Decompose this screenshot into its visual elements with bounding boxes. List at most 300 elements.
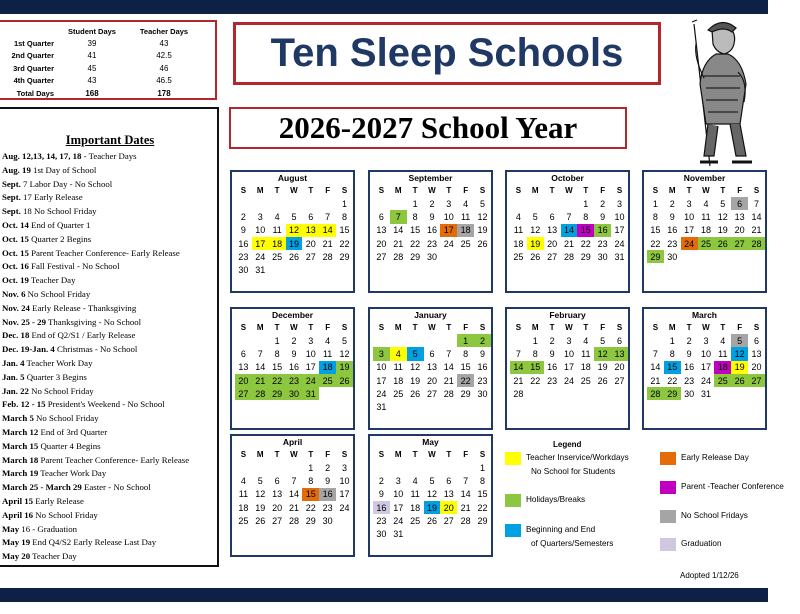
top-banner [0, 0, 768, 14]
calendar-day: 18 [700, 225, 711, 236]
calendar-day: 13 [302, 224, 319, 237]
legend-swatch [505, 524, 521, 537]
important-date-item [2, 205, 189, 219]
calendar-day: 4 [703, 198, 709, 209]
important-date-date: March 19 [2, 468, 39, 479]
school-title: Ten Sleep Schools [270, 31, 624, 75]
calendar-empty-cell [235, 197, 252, 210]
weekday-header: M [668, 186, 676, 195]
calendar-empty-cell [527, 263, 544, 276]
calendar-day: 8 [480, 475, 486, 486]
important-date-description: 16 - Graduation [19, 523, 78, 534]
calendar-day: 7 [325, 211, 331, 222]
month-title: August [277, 173, 308, 183]
legend-label: Early Release Day [681, 453, 749, 462]
calendar-empty-cell [286, 197, 303, 210]
important-date-description: Teacher Day [30, 551, 77, 562]
calendar-day: 2 [291, 335, 297, 346]
calendar-day: 21 [288, 502, 299, 513]
legend-label: Beginning and End [526, 525, 596, 534]
weekday-header: T [446, 186, 452, 195]
calendar-day: 5 [342, 335, 348, 346]
calendar-day: 20 [235, 374, 252, 387]
calendar-day: 27 [426, 388, 437, 399]
calendar-day: 19 [717, 225, 728, 236]
calendar-day: 15 [272, 362, 283, 373]
calendar-day: 4 [515, 211, 521, 222]
calendar-day: 14 [510, 361, 527, 374]
calendar-day: 8 [412, 211, 418, 222]
calendar-day: 25 [513, 251, 524, 262]
calendar-empty-cell [457, 263, 474, 276]
calendar-empty-cell [510, 334, 527, 347]
mountain-man-mascot-icon [664, 16, 764, 168]
weekday-header: T [549, 186, 555, 195]
calendar-empty-cell [748, 250, 765, 263]
important-date-date: Dec. 18 [2, 330, 30, 341]
calendar-day: 23 [426, 238, 437, 249]
important-date-item [2, 426, 189, 440]
calendar-day: 28 [252, 387, 269, 400]
important-date-description: - Teacher Days [81, 151, 137, 161]
calendar-day: 22 [339, 238, 350, 249]
important-date-description: End of Q2/S1 / Early Release [29, 330, 136, 341]
weekday-header: W [702, 186, 710, 195]
calendar-day: 1 [342, 198, 348, 209]
calendar-day: 8 [532, 348, 538, 359]
calendar-day: 3 [395, 475, 401, 486]
important-date-item [2, 398, 189, 412]
calendar-empty-cell [269, 197, 286, 210]
important-dates-list [2, 150, 189, 564]
calendar-day: 14 [255, 362, 266, 373]
calendar-day: 7 [463, 475, 469, 486]
weekday-header: F [325, 323, 331, 332]
calendar-day: 12 [410, 362, 421, 373]
calendar-day: 7 [390, 210, 407, 223]
student-days-value: 43 [87, 76, 97, 86]
calendar-empty-cell [302, 197, 319, 210]
calendar-empty-cell [252, 461, 269, 474]
important-date-date: March 15 [2, 440, 39, 451]
calendar-day: 14 [393, 225, 404, 236]
teacher-days-value: 46 [159, 63, 169, 73]
calendar-day: 26 [410, 388, 421, 399]
calendar-day: 9 [669, 211, 675, 222]
calendar-empty-cell [319, 263, 336, 276]
calendar-day: 14 [288, 489, 299, 500]
calendar-day: 19 [424, 501, 441, 514]
calendar-day: 28 [647, 387, 664, 400]
calendar-day: 12 [530, 225, 541, 236]
calendar-day: 4 [463, 198, 469, 209]
calendar-day: 2 [240, 211, 246, 222]
important-date-description: No School Friday [28, 385, 94, 396]
calendar-day: 20 [751, 362, 762, 373]
important-date-date: March 5 [2, 413, 34, 424]
calendar-day: 16 [684, 362, 695, 373]
important-date-item [2, 440, 189, 454]
weekday-header: T [274, 186, 280, 195]
calendar-day: 6 [754, 335, 760, 346]
calendar-empty-cell [269, 263, 286, 276]
calendar-day: 14 [319, 224, 336, 237]
calendar-empty-cell [286, 527, 303, 540]
school-year-title: 2026-2027 School Year [278, 110, 578, 145]
legend-label-line2: of Quarters/Semesters [531, 539, 614, 548]
important-date-item [2, 412, 189, 426]
calendar-empty-cell [510, 400, 527, 413]
weekday-header: T [274, 450, 280, 459]
calendar-empty-cell [373, 334, 390, 347]
calendar-empty-cell [748, 387, 765, 400]
weekday-header: T [720, 186, 726, 195]
adopted-date: Adopted 1/12/26 [680, 571, 739, 580]
calendar-day: 24 [614, 238, 625, 249]
calendar-day: 18 [319, 361, 336, 374]
calendar-day: 19 [286, 237, 303, 250]
calendar-day: 10 [255, 225, 266, 236]
important-date-item [2, 467, 189, 481]
important-date-description: Parent Teacher Conference- Early Release [28, 247, 180, 258]
calendar-day: 28 [513, 388, 524, 399]
calendar-empty-cell [440, 527, 457, 540]
calendar-empty-cell [286, 263, 303, 276]
calendar-day: 3 [703, 335, 709, 346]
calendar-day: 1 [308, 462, 314, 473]
calendar-empty-cell [390, 334, 407, 347]
calendar-empty-cell [698, 263, 715, 276]
calendar-day: 31 [700, 388, 711, 399]
important-date-date: Nov. 24 [2, 302, 30, 313]
weekday-header: S [378, 450, 385, 459]
calendar-day: 8 [463, 348, 469, 359]
important-date-date: Sept. [2, 206, 21, 217]
weekday-header: S [378, 323, 385, 332]
calendar-day: 26 [288, 251, 299, 262]
calendar-day: 5 [480, 198, 486, 209]
calendar-day: 10 [700, 348, 711, 359]
important-date-item [2, 316, 189, 330]
calendar-day: 20 [440, 501, 457, 514]
calendar-day: 11 [581, 348, 591, 359]
calendar-day: 15 [460, 362, 471, 373]
calendar-day: 4 [390, 347, 407, 360]
important-date-item [2, 495, 189, 509]
calendar-empty-cell [474, 250, 491, 263]
calendar-day: 8 [652, 211, 658, 222]
calendar-day: 16 [319, 488, 336, 501]
calendar-empty-cell [577, 400, 594, 413]
weekday-header: M [531, 186, 539, 195]
calendar-day: 11 [513, 225, 524, 236]
important-date-item [2, 233, 189, 247]
calendar-day: 22 [530, 375, 541, 386]
important-date-item [2, 302, 189, 316]
weekday-header: S [240, 450, 247, 459]
calendar-day: 26 [426, 515, 437, 526]
calendar-day: 6 [429, 348, 435, 359]
calendar-day: 30 [667, 251, 678, 262]
weekday-header: W [702, 323, 710, 332]
calendar-day: 11 [322, 348, 333, 359]
calendar-day: 19 [477, 225, 488, 236]
calendar-empty-cell [373, 263, 390, 276]
calendar-day: 28 [460, 515, 471, 526]
calendar-empty-cell [457, 400, 474, 413]
student-days-value: 41 [87, 51, 97, 61]
calendar-day: 17 [684, 225, 695, 236]
calendar-day: 29 [460, 388, 471, 399]
weekday-header: S [753, 186, 760, 195]
calendar-empty-cell [647, 334, 664, 347]
weekday-header: T [446, 323, 452, 332]
important-date-description: Early Release - Thanksgiving [29, 302, 137, 313]
important-date-description: Fall Festival - No School [28, 261, 120, 272]
calendar-day: 18 [580, 362, 591, 373]
calendar-day: 20 [614, 362, 625, 373]
month-title: April [282, 437, 303, 447]
weekday-header: T [720, 323, 726, 332]
important-date-date: Feb. 12 - 15 [2, 399, 46, 410]
weekday-header: S [341, 323, 348, 332]
calendar-empty-cell [390, 263, 407, 276]
calendar-day: 17 [376, 375, 387, 386]
calendar-empty-cell [440, 334, 457, 347]
important-date-date: Oct. 19 [2, 275, 29, 286]
calendar-day: 30 [322, 515, 333, 526]
calendar-day: 6 [617, 335, 623, 346]
weekday-header: T [412, 186, 418, 195]
calendar-empty-cell [731, 263, 748, 276]
important-date-item [2, 385, 189, 399]
calendar-day: 3 [373, 347, 390, 360]
calendar-day: 9 [291, 348, 297, 359]
calendar-day: 14 [443, 362, 454, 373]
important-date-description: Parent Teacher Conference- Early Release [38, 454, 190, 465]
important-date-item [2, 191, 189, 205]
calendar-day: 29 [647, 250, 664, 263]
calendar-day: 29 [305, 515, 316, 526]
calendar-day: 8 [583, 211, 589, 222]
calendar-day: 27 [235, 387, 252, 400]
weekday-header: S [479, 186, 486, 195]
days-total-row [0, 87, 204, 100]
calendar-day: 22 [650, 238, 661, 249]
teacher-days-value: 43 [159, 38, 169, 48]
calendar-empty-cell [714, 400, 731, 413]
calendar-empty-cell [714, 263, 731, 276]
calendar-empty-cell [319, 400, 336, 413]
student-days-value: 39 [87, 38, 97, 48]
calendar-empty-cell [336, 527, 353, 540]
calendar-day: 25 [714, 374, 731, 387]
calendar-empty-cell [373, 461, 390, 474]
calendar-day: 29 [477, 515, 488, 526]
calendar-day: 5 [720, 198, 726, 209]
important-date-date: May 19 [2, 537, 31, 548]
legend-swatch [660, 538, 676, 551]
teacher-days-value: 42.5 [156, 51, 172, 61]
calendar-day: 28 [393, 251, 404, 262]
important-date-description: Teacher Day [28, 275, 76, 286]
important-date-item [2, 178, 189, 192]
calendar-empty-cell [714, 250, 731, 263]
month-title: February [549, 310, 586, 320]
weekday-header: T [549, 323, 555, 332]
weekday-header: S [240, 186, 247, 195]
calendar-day: 19 [336, 361, 353, 374]
calendar-day: 14 [460, 489, 471, 500]
calendar-day: 31 [376, 402, 387, 413]
calendar-empty-cell [611, 400, 628, 413]
weekday-header: T [308, 450, 314, 459]
calendar-day: 12 [477, 211, 488, 222]
important-date-description: Early Release [33, 495, 84, 506]
important-date-item [2, 509, 189, 523]
calendar-day: 26 [255, 515, 266, 526]
calendar-day: 27 [305, 251, 316, 262]
calendar-day: 6 [731, 197, 748, 210]
calendar-empty-cell [527, 400, 544, 413]
calendar-day: 23 [684, 375, 695, 386]
calendar-empty-cell [407, 527, 424, 540]
calendar-day: 28 [322, 251, 333, 262]
calendar-day: 13 [272, 489, 283, 500]
calendar-empty-cell [424, 263, 441, 276]
calendar-empty-cell [577, 263, 594, 276]
important-date-date: Jan. 4 [2, 357, 25, 368]
important-date-date: Oct. 15 [2, 247, 29, 258]
calendar-day: 21 [443, 375, 454, 386]
important-date-description: Quarter 2 Begins [28, 233, 92, 244]
month-title: December [271, 310, 314, 320]
important-date-date: Oct. 16 [2, 261, 29, 272]
calendar-empty-cell [664, 263, 681, 276]
calendar-empty-cell [510, 263, 527, 276]
calendar-day: 18 [269, 237, 286, 250]
calendar-day: 15 [410, 225, 421, 236]
weekday-header: F [600, 186, 606, 195]
calendar-day: 1 [532, 335, 538, 346]
calendar-day: 24 [339, 502, 350, 513]
calendar-empty-cell [390, 400, 407, 413]
important-date-description: Quarter 4 Begins [38, 440, 101, 451]
calendar-day: 22 [269, 374, 286, 387]
calendar-empty-cell [336, 514, 353, 527]
calendar-empty-cell [544, 400, 561, 413]
legend-swatch [505, 452, 521, 465]
calendar-day: 31 [255, 265, 266, 276]
important-date-description: 7 Labor Day - No School [20, 178, 113, 189]
student-days-value: 45 [87, 63, 97, 73]
month-calendar-january [368, 307, 493, 430]
calendar-day: 21 [650, 375, 661, 386]
calendar-day: 26 [336, 374, 353, 387]
calendar-day: 30 [477, 388, 488, 399]
weekday-header: S [240, 323, 247, 332]
days-row [0, 50, 204, 63]
weekday-header: F [600, 323, 606, 332]
weekday-header: T [686, 186, 692, 195]
calendar-empty-cell [407, 461, 424, 474]
calendar-empty-cell [457, 250, 474, 263]
calendar-day: 26 [477, 238, 488, 249]
calendar-day: 3 [617, 198, 623, 209]
calendar-day: 27 [614, 375, 625, 386]
calendar-empty-cell [474, 400, 491, 413]
calendar-day: 10 [563, 348, 574, 359]
calendar-day: 19 [731, 361, 748, 374]
calendar-day: 11 [393, 362, 403, 373]
calendar-day: 10 [614, 211, 625, 222]
legend-label: Parent -Teacher Conference [681, 482, 784, 491]
month-calendar-december [230, 307, 355, 430]
calendar-day: 5 [600, 335, 606, 346]
weekday-header: S [479, 450, 486, 459]
calendar-empty-cell [561, 400, 578, 413]
important-date-item [2, 371, 189, 385]
days-row [0, 75, 204, 88]
important-date-date: Nov. 25 - 29 [2, 316, 46, 327]
calendar-day: 20 [547, 238, 558, 249]
month-calendar-april [230, 434, 355, 557]
calendar-empty-cell [474, 527, 491, 540]
month-title: October [551, 173, 584, 183]
calendar-day: 22 [410, 238, 421, 249]
calendar-day: 1 [412, 198, 418, 209]
important-date-date: Aug. 19 [2, 164, 31, 175]
calendar-day: 21 [252, 374, 269, 387]
calendar-empty-cell [647, 400, 664, 413]
calendar-day: 11 [410, 489, 420, 500]
calendar-day: 23 [322, 502, 333, 513]
calendar-day: 21 [393, 238, 404, 249]
calendar-empty-cell [302, 400, 319, 413]
important-date-item [2, 536, 189, 550]
weekday-header: S [616, 323, 623, 332]
total-teacher-days: 178 [157, 88, 171, 98]
month-title: May [422, 437, 439, 447]
calendar-day: 3 [257, 211, 263, 222]
calendar-day: 2 [325, 462, 331, 473]
calendar-day: 5 [532, 211, 538, 222]
legend-swatch [505, 494, 521, 507]
important-date-description: No School Friday [33, 413, 99, 424]
calendar-day: 14 [561, 224, 578, 237]
weekday-header: F [463, 186, 469, 195]
calendar-day: 22 [667, 375, 678, 386]
calendar-day: 4 [720, 335, 726, 346]
calendar-day: 19 [597, 362, 608, 373]
calendar-day: 16 [667, 225, 678, 236]
calendar-day: 16 [547, 362, 558, 373]
calendar-day: 9 [429, 211, 435, 222]
calendar-day: 6 [274, 475, 280, 486]
important-date-date: April 16 [2, 509, 34, 520]
calendar-day: 16 [288, 362, 299, 373]
weekday-header: S [479, 323, 486, 332]
calendar-empty-cell [407, 263, 424, 276]
calendar-day: 17 [305, 362, 316, 373]
calendar-empty-cell [336, 263, 353, 276]
calendar-empty-cell [407, 334, 424, 347]
calendar-day: 16 [426, 225, 437, 236]
important-dates-panel [0, 107, 219, 567]
calendar-empty-cell [235, 334, 252, 347]
calendar-empty-cell [252, 400, 269, 413]
calendar-empty-cell [544, 387, 561, 400]
